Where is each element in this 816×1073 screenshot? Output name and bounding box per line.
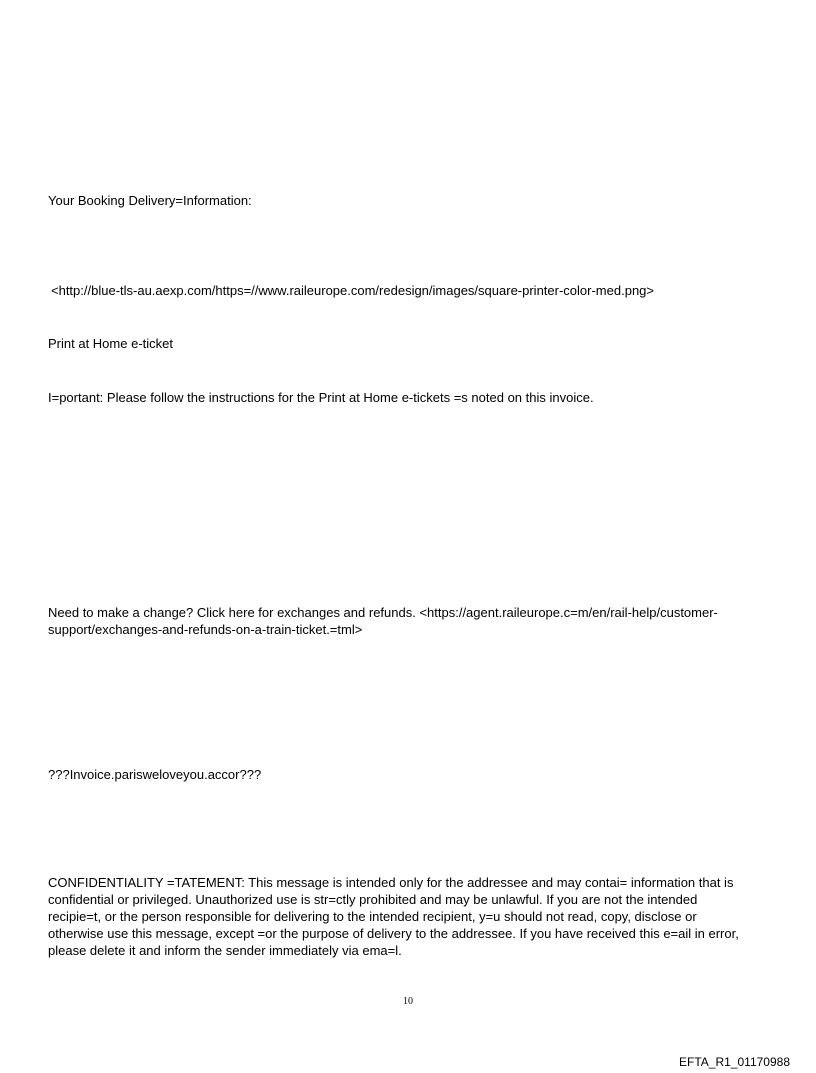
invoice-code: ???Invoice.parisweloveyou.accor??? (48, 767, 262, 782)
delivery-heading: Your Booking Delivery=Information: (48, 193, 252, 208)
confidentiality-line-3: recipie=t, or the person responsible for delivering to the intended recipient, y=u should not read, copy, disclose or (48, 909, 697, 924)
bates-id: EFTA_R1_01170988 (679, 1055, 790, 1069)
confidentiality-line-4: otherwise use this message, except =or the purpose of delivery to the addressee. If you have received this e=ail in error, (48, 926, 739, 941)
change-notice (48, 604, 770, 638)
important-note: I=portant: Please follow the instructions for the Print at Home e-tickets =s noted on this invoice. (48, 390, 594, 405)
change-notice-line-2[interactable]: support/exchanges-and-refunds-on-a-train-ticket.=tml> (48, 622, 363, 637)
confidentiality-line-2: confidential or privileged. Unauthorized use is str=ctly prohibited and may be unlawful. If you are not the intended (48, 892, 698, 907)
confidentiality-statement (48, 874, 770, 959)
delivery-method: Print at Home e-ticket (48, 336, 173, 351)
confidentiality-line-1: CONFIDENTIALITY =TATEMENT: This message is intended only for the addressee and may contai= information that is (48, 875, 734, 890)
confidentiality-line-5: please delete it and inform the sender immediately via ema=l. (48, 943, 402, 958)
page-number: 10 (403, 996, 413, 1007)
printer-image-link[interactable]: <http://blue-tls-au.aexp.com/https=//www.raileurope.com/redesign/images/square-printer-color-med.png> (51, 283, 654, 298)
change-notice-line-1[interactable]: Need to make a change? Click here for exchanges and refunds. <https://agent.raileurope.c=m/en/rail-help/customer- (48, 605, 718, 620)
